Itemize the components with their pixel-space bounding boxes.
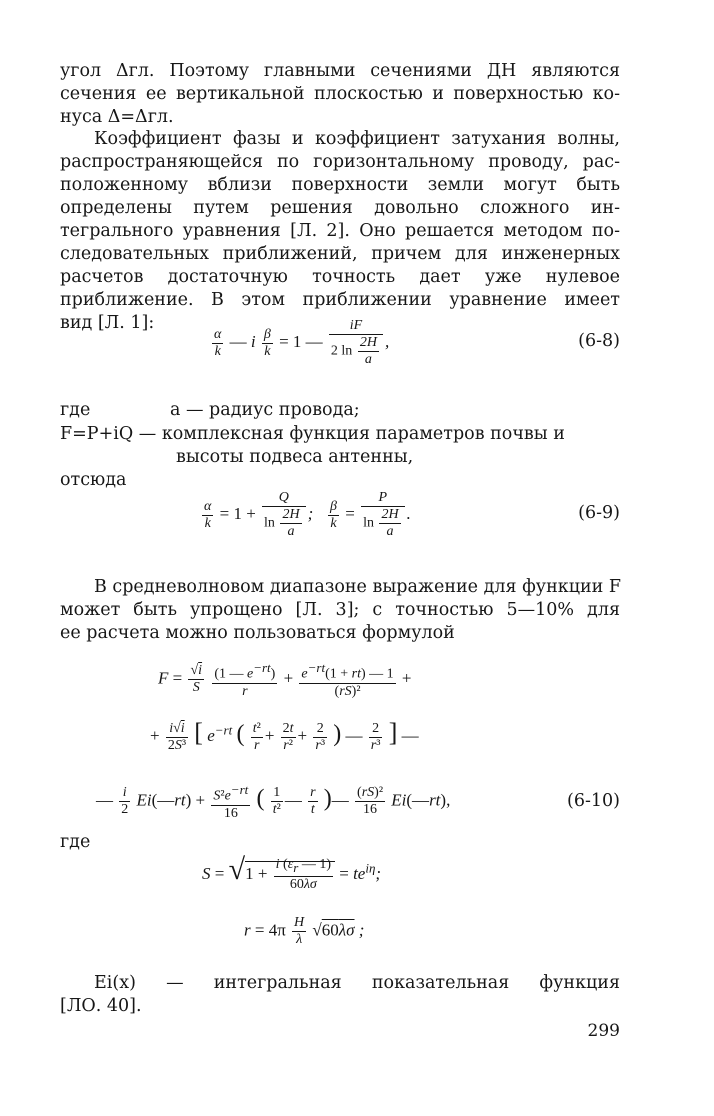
text-line: распространяющейся по горизонтальному проводу, рас- — [60, 152, 620, 172]
text-line: расчетов достаточную точность дает уже нулевое — [60, 267, 620, 287]
text-line: определены путем решения довольно сложного ин- — [60, 198, 620, 218]
text-line: В средневолновом диапазоне выражение для функции F — [94, 577, 621, 597]
text-line: ее расчета можно пользоваться формулой — [60, 623, 455, 643]
equation-6-8: $\frac{\alpha}{k}$ — i $\frac{\beta}{k}$ = 1 — iF 2 ln $\frac{2H}{a}$ , — [214, 318, 390, 367]
equation-6-10-line2: + $\frac{i√i}{\text{2S³}}$ [ $e^{-rt}$ ( $\frac{\text{t²}}{r}$ + $\frac{2t}{\text{r²}}$ + $\frac{2}{\text{r³}}$ ) — $\frac{2}{\text{r³}}$ ] — — [150, 718, 419, 753]
equation-number: (6-8) — [578, 331, 620, 351]
label-where: где — [60, 832, 91, 852]
text-line: Ei(x) — интегральная показательная функция — [94, 973, 620, 993]
definition-a: a — радиус провода; — [170, 400, 360, 420]
definition-f-line2: высоты подвеса антенны, — [176, 447, 414, 467]
equation-6-10-line1: F = $\frac{√i}{S}$ $\frac{(1 — e^{-rt})}{r}$ + $\frac{e^{-rt}(1 + rt) — 1}{\text{(rS)²}}$ + — [158, 660, 412, 699]
label-hence: отсюда — [60, 470, 127, 490]
definition-f-line1: F=P+iQ — комплексная функция параметров почвы и — [60, 424, 565, 444]
equation-6-9: $\frac{\alpha}{k}$ = 1 + Q ln $\frac{2H}{a}$ ; $\frac{\beta}{k}$ = P ln $\frac{2H}{a}$ . — [204, 490, 411, 539]
paragraph-ei-definition — [60, 972, 620, 1018]
equation-s-definition: S = √1 + $\frac{i (\varepsilon_r — 1)}{60\lambda\sigma}$ = $te^{i\eta}$; — [202, 853, 382, 892]
paragraph-intro — [60, 60, 620, 129]
label-where: где — [60, 400, 91, 420]
text-line: [ЛО. 40]. — [60, 996, 142, 1016]
text-line: тегрального уравнения [Л. 2]. Оно решается методом по- — [60, 221, 620, 241]
text-line: приближение. В этом приближении уравнение имеет — [60, 290, 620, 310]
equation-r-definition: r = 4π $\frac{H}{\lambda}$ √60λσ ; — [244, 915, 365, 947]
text-line: нуса Δ=Δгл. — [60, 107, 174, 127]
text-line: угол Δгл. Поэтому главными сечениями ДН являются — [60, 61, 620, 81]
equation-number: (6-9) — [578, 503, 620, 523]
text-line: положенному вблизи поверхности земли могут быть — [60, 175, 620, 195]
page-number: 299 — [587, 1021, 620, 1041]
text-line: сечения ее вертикальной плоскостью и поверхностью ко- — [60, 84, 620, 104]
text-line: следовательных приближений, причем для инженерных — [60, 244, 620, 264]
paragraph-phase-coefficient — [60, 128, 620, 335]
equation-6-10-line3: — $\frac{i}{2}$ Ei(—rt) + $\frac{S^2e^{-rt}}{16}$ ( $\frac{1}{\text{t²}}$ — $\frac{r}{t}$ )— $\frac{\text{(rS)²}}{16}$ Ei(—rt), — [96, 782, 451, 821]
equation-number: (6-10) — [567, 791, 620, 811]
text-line: Коэффициент фазы и коэффициент затухания волны, — [94, 129, 620, 149]
text-line: может быть упрощено [Л. 3]; с точностью 5—10% для — [60, 600, 620, 620]
text-line: вид [Л. 1]: — [60, 313, 155, 333]
paragraph-medium-wave — [60, 576, 620, 645]
